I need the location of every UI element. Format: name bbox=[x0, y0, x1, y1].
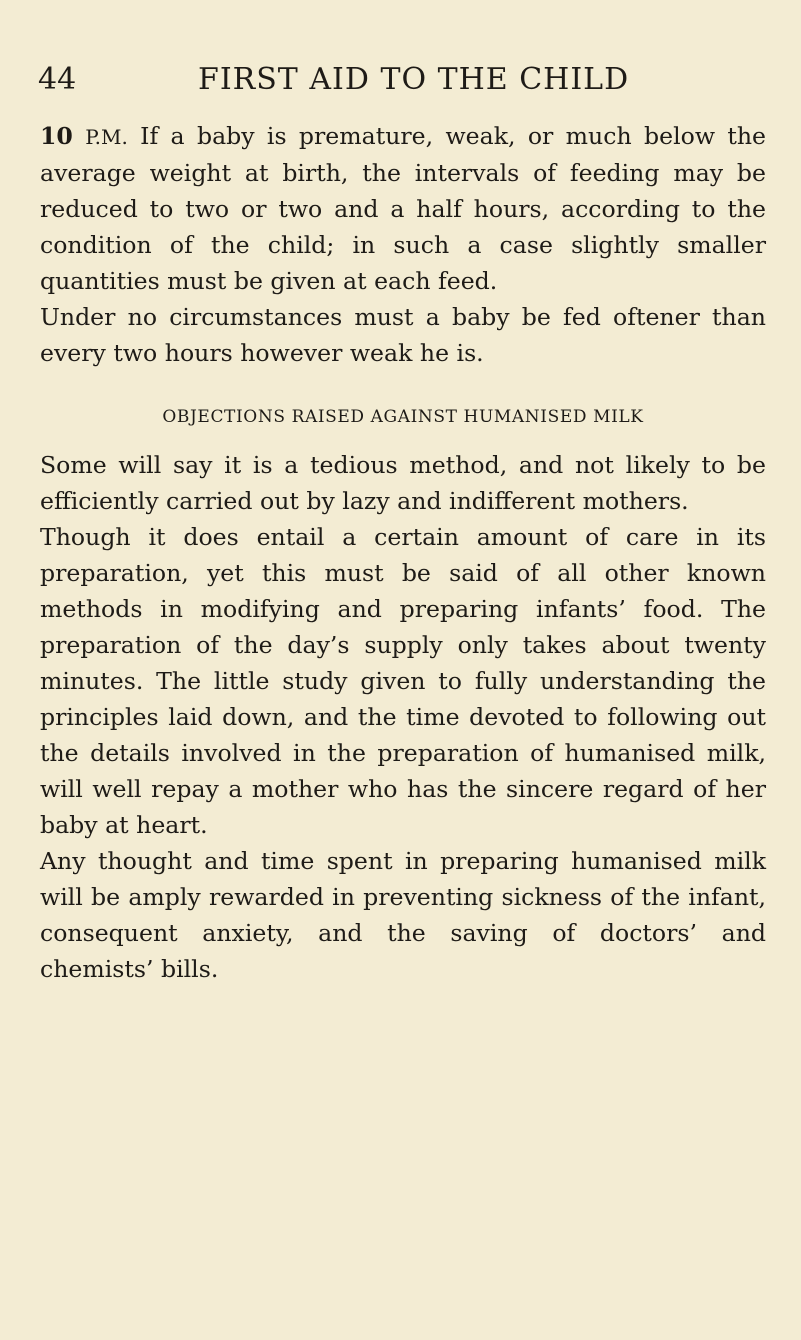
page-number: 44 bbox=[38, 62, 77, 97]
running-title: FIRST AID TO THE CHILD bbox=[198, 62, 630, 97]
paragraph-feeding-intervals bbox=[40, 118, 766, 299]
paragraph-objection: Some will say it is a tedious method, and not likely to be efficiently carried out by lazy and indifferent mothers. bbox=[40, 451, 766, 515]
page-header bbox=[38, 60, 768, 100]
section-heading: OBJECTIONS RAISED AGAINST HUMANISED MILK bbox=[162, 407, 644, 427]
body-text bbox=[40, 118, 766, 987]
paragraph-preparation: Though it does entail a certain amount of care in its preparation, yet this must be said of all other known methods in modifying and preparing infants’ food. The preparation of the day’s supply only takes about twenty minutes. The little study given to fully understanding the principles laid down, and the time devoted to following out the details involved in the preparation of humanised milk, will well repay a mother who has the sincere regard of her baby at heart. bbox=[40, 523, 766, 839]
paragraph-feeding-frequency: Under no circumstances must a baby be fed oftener than every two hours however weak he is. bbox=[40, 303, 766, 367]
time-unit: P.M. bbox=[85, 125, 128, 149]
paragraph-text: If a baby is premature, weak, or much below the average weight at birth, the intervals of feeding may be reduced to two or two and a half hours, according to the condition of the child; in such a case slightly smaller quantities must be given at each feed. bbox=[40, 122, 766, 295]
time-label: 10 bbox=[40, 122, 73, 150]
paragraph-reward: Any thought and time spent in preparing humanised milk will be amply rewarded in preventing sickness of the infant, consequent anxiety, and the saving of doctors’ and chemists’ bills. bbox=[40, 847, 766, 983]
